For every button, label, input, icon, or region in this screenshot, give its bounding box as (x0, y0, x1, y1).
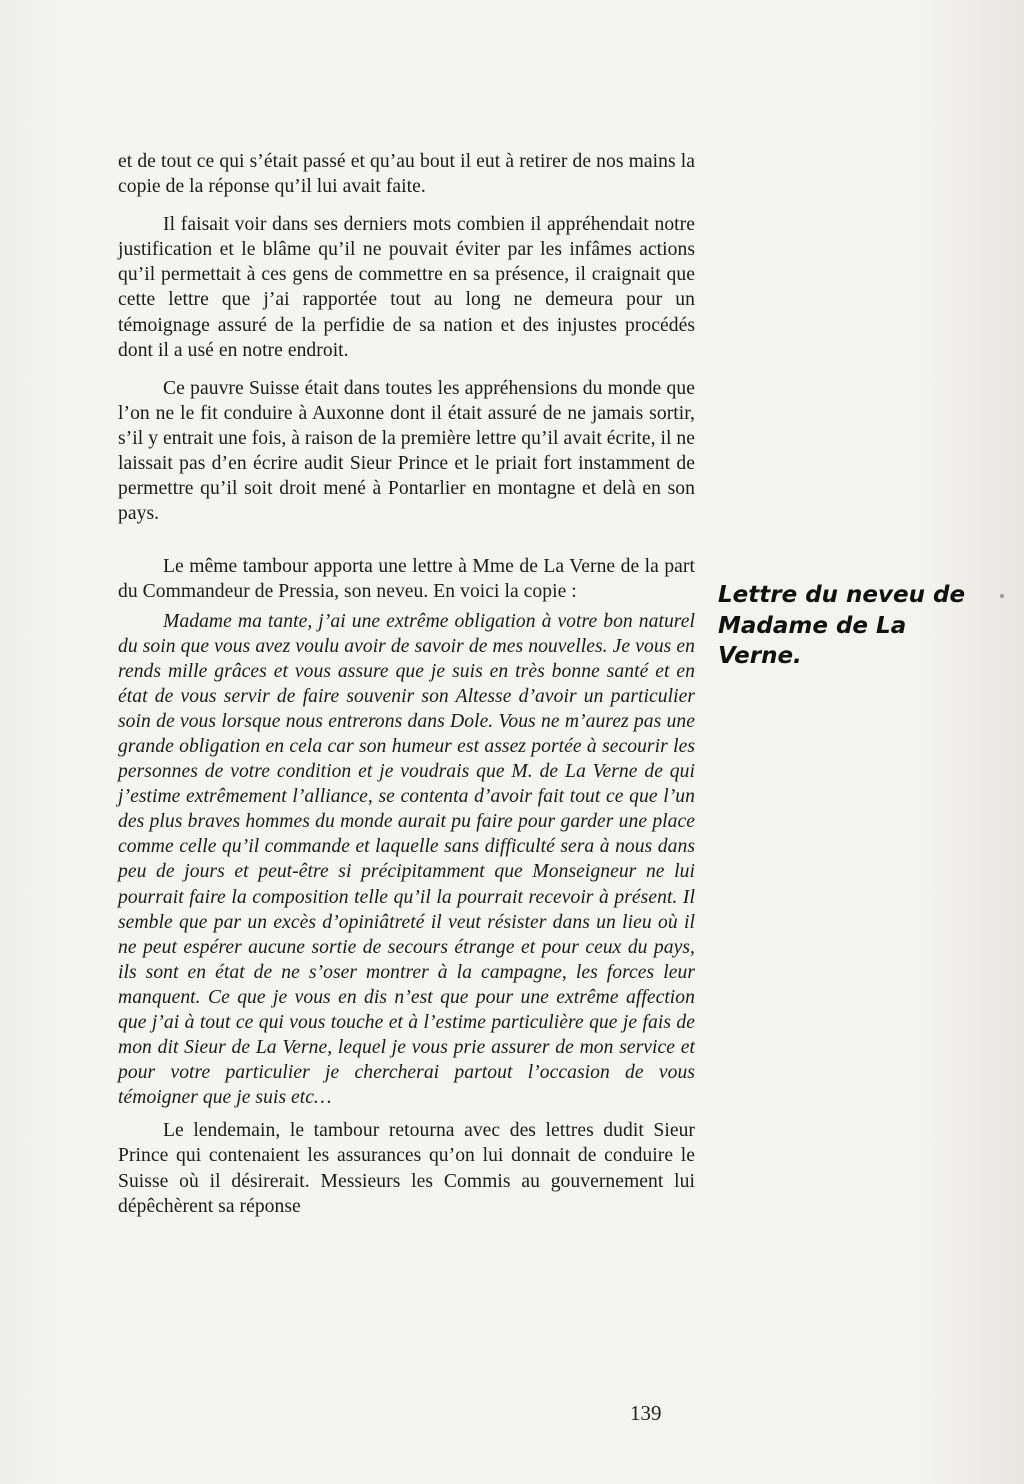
paragraph-lendemain: Le lendemain, le tambour retourna avec des lettres dudit Sieur Prince qui contenaient les assurances qu’on lui donnait de conduire le Suisse où il désirerait. Messieurs les Commis au gouvernement lui dépêchèrent sa réponse (118, 1120, 695, 1217)
paragraph-letter-text: Madame ma tante, j’ai une extrême obligation à votre bon naturel du soin que vous avez voulu avoir de savoir de mes nouvelles. Je vous en rends mille grâces et vous assure que je suis en très bonne santé et en état de vous servir de faire souvenir son Altesse d’avoir un particulier soin de vous lorsque nous entrerons dans Dole. Vous ne m’aurez pas une grande obligation en cela car son humeur est assez portée à secourir les personnes de votre condition et je voudrais que M. de La Verne de qui j’estime extrêmement l’alliance, se contenta d’avoir fait tout ce que l’un des plus braves hommes du monde aurait pu faire pour garder une place comme celle qu’il commande et laquelle sans difficulté sera à nous dans peu de jours et peut-être si précipitamment que Monseigneur ne lui pourrait faire la composition telle qu’il la pourrait recevoir à présent. Il semble que par un excès d’opiniâtreté il veut résister dans un lieu où il ne peut espérer aucune sortie de secours étrange et pour ceux du pays, ils sont en état de ne s’oser montrer à la campagne, les forces leur manquent. Ce que je vous en dis n’est que pour une extrême affection que j’ai à tout ce qui vous touche et à l’estime particulière que je fais de mon dit Sieur de La Verne, lequel je vous prie assurer de mon service et pour votre particulier je chercherai partout l’occasion de vous témoigner que je suis etc… (118, 610, 695, 1109)
paragraph-letter-intro: Le même tambour apporta une lettre à Mme de La Verne de la part du Commandeur de Pressia, son neveu. En voici la copie : (118, 556, 695, 603)
paragraph-continuation: et de tout ce qui s’était passé et qu’au bout il eut à retirer de nos mains la copie de la réponse qu’il lui avait faite. (118, 151, 695, 198)
paragraph-justification: Il faisait voir dans ses derniers mots combien il appréhendait notre justification et le blâme qu’il ne pouvait éviter par les infâmes actions qu’il permettait à ces gens de commettre en sa présence, il craignait que cette lettre que j’ai rapportée tout au long ne demeura pour un témoignage assuré de la perfidie de sa nation et des injustes procédés dont il a usé en notre endroit. (118, 214, 695, 361)
margin-note-heading: Lettre du neveu de Madame de La Verne. (718, 582, 966, 669)
paragraph-suisse: Ce pauvre Suisse était dans toutes les appréhensions du monde que l’on ne le fit conduire à Auxonne dont il était assuré de ne jamais sortir, s’il y entrait une fois, à raison de la première lettre qu’il avait écrite, il ne laissait pas d’en écrire audit Sieur Prince et le priait fort instamment de permettre qu’il soit droit mené à Pontarlier en montagne et delà en son pays. (118, 377, 695, 525)
main-text-column (118, 149, 695, 1232)
edge-dot (1000, 594, 1004, 598)
page-number: 139 (630, 1401, 662, 1425)
